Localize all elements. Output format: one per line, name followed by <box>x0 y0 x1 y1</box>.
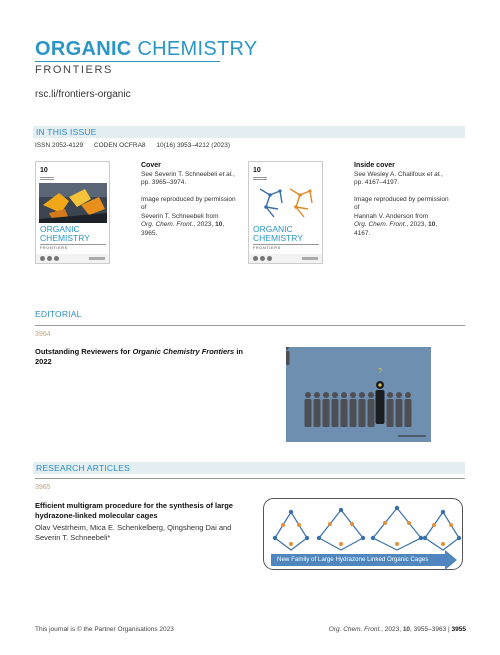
anniversary-logo-icon: 10 <box>253 167 261 174</box>
cover-subtitle: FRONTIERS <box>40 246 68 250</box>
partner-logo-icon <box>267 256 272 261</box>
repro-author: Hannah V. Anderson from <box>354 212 429 220</box>
inside-cover-label: Inside cover <box>354 162 395 169</box>
cover-rule <box>40 244 106 245</box>
partner-logo-icon <box>253 256 258 261</box>
see-prefix: See <box>141 170 155 178</box>
repro-volume: 10 <box>215 221 223 228</box>
issn-line <box>35 142 239 149</box>
research-article-title[interactable]: Efficient multigram procedure for the synthesis of large hydrazone-linked molecular cages <box>35 501 233 520</box>
editorial-title[interactable] <box>35 347 250 366</box>
footer-citation <box>329 626 466 633</box>
footer-page-number: 3955 <box>451 626 466 633</box>
repro-pages: , 3965. <box>141 221 225 237</box>
research-articles-bar <box>33 462 465 474</box>
cover-title <box>40 225 90 243</box>
logo-lines <box>40 177 54 180</box>
see-etal: et al. <box>218 170 234 178</box>
volume-pages: 10(16) 3953–4212 (2023) <box>156 142 231 149</box>
inside-cover-see <box>354 171 450 188</box>
editorial-page-number: 3964 <box>35 331 51 338</box>
research-page-number: 3965 <box>35 484 51 491</box>
cover-label: Cover <box>141 162 161 169</box>
cover-artwork <box>39 183 107 223</box>
anniversary-logo-icon: 10 <box>40 167 48 174</box>
partner-logo-icon <box>260 256 265 261</box>
repro-author: Severin T. Schneebeli from <box>141 212 219 220</box>
inside-cover-artwork <box>252 183 320 223</box>
repro-text: Image reproduced by permission of <box>354 195 449 211</box>
masthead-rule <box>35 61 220 62</box>
footer-volume: 10 <box>402 626 411 633</box>
see-author: Wesley A. Chalifoux <box>367 170 426 178</box>
journal-url[interactable]: rsc.li/frontiers-organic <box>35 89 131 100</box>
repro-volume: 10 <box>428 221 436 228</box>
cover-description <box>141 162 237 246</box>
cover-footer <box>36 254 109 263</box>
see-prefix: See <box>354 170 368 178</box>
editorial-heading: EDITORIAL <box>35 309 82 319</box>
research-articles-heading: RESEARCH ARTICLES <box>36 463 130 473</box>
cover-thumbnail[interactable] <box>35 161 110 264</box>
footer-journal: Org. Chem. Front. <box>328 626 382 633</box>
logo-lines <box>253 177 267 180</box>
inside-cover-title-line-1: ORGANIC <box>253 224 293 234</box>
partner-logo-icon <box>47 256 52 261</box>
inside-cover-title <box>253 225 303 243</box>
editorial-graphic <box>286 347 431 442</box>
publisher-logo-icon <box>302 257 318 260</box>
repro-year: , 2023, <box>193 221 214 228</box>
journal-title-bold: ORGANIC <box>35 38 132 60</box>
publisher-logo-icon <box>89 257 105 260</box>
inside-cover-rule <box>253 244 319 245</box>
editorial-title-pre: Outstanding Reviewers for <box>35 347 133 356</box>
cover-see <box>141 171 237 188</box>
partner-logo-icon <box>54 256 59 261</box>
repro-journal: Org. Chem. Front. <box>354 221 407 228</box>
inside-cover-title-line-2: CHEMISTRY <box>253 233 303 243</box>
repro-pages: , 4167. <box>354 221 438 237</box>
coden: CODEN OCFRA8 <box>93 142 146 149</box>
journal-subtitle: FRONTIERS <box>35 64 113 76</box>
research-article-authors: Olav Vestrheim, Mica E. Schenkelberg, Qingsheng Dai and Severin T. Schneebeli* <box>35 523 232 542</box>
cover-repro <box>141 196 237 239</box>
issn: ISSN 2052-4129 <box>35 142 84 149</box>
inside-cover-footer <box>249 254 322 263</box>
see-pages: , pp. 4167–4197. <box>354 170 443 186</box>
journal-title-regular: CHEMISTRY <box>137 38 258 60</box>
in-this-issue-heading: IN THIS ISSUE <box>36 127 97 137</box>
footer-pages: , 3955–3963 <box>410 626 447 633</box>
see-etal: et al. <box>426 170 441 178</box>
see-pages: , pp. 3965–3974. <box>141 170 235 186</box>
inside-cover-subtitle: FRONTIERS <box>253 246 281 250</box>
svg-text:?: ? <box>378 368 382 375</box>
editorial-title-post: in 2022 <box>35 347 243 366</box>
inside-cover-thumbnail[interactable] <box>248 161 323 264</box>
footer-year: , 2023, <box>381 626 403 633</box>
partner-logo-icon <box>40 256 45 261</box>
footer-copyright: This journal is © the Partner Organisations 2023 <box>35 626 174 633</box>
inside-cover-repro <box>354 196 450 239</box>
editorial-rule <box>35 325 465 326</box>
cage-graphic <box>263 498 463 570</box>
repro-year: , 2023, <box>406 221 427 228</box>
cover-title-line-2: CHEMISTRY <box>40 233 90 243</box>
repro-text: Image reproduced by permission of <box>141 195 236 211</box>
in-this-issue-bar <box>33 126 465 138</box>
repro-journal: Org. Chem. Front. <box>141 221 194 228</box>
journal-title <box>35 38 258 61</box>
cage-caption: New Family of Large Hydrazone Linked Organic Cages <box>277 556 429 563</box>
editorial-title-italic: Organic Chemistry Frontiers <box>132 347 235 356</box>
inside-cover-description <box>354 162 450 246</box>
footer-separator: | <box>448 626 450 633</box>
research-rule <box>35 478 465 479</box>
see-author: Severin T. Schneebeli <box>154 170 218 178</box>
cover-title-line-1: ORGANIC <box>40 224 80 234</box>
